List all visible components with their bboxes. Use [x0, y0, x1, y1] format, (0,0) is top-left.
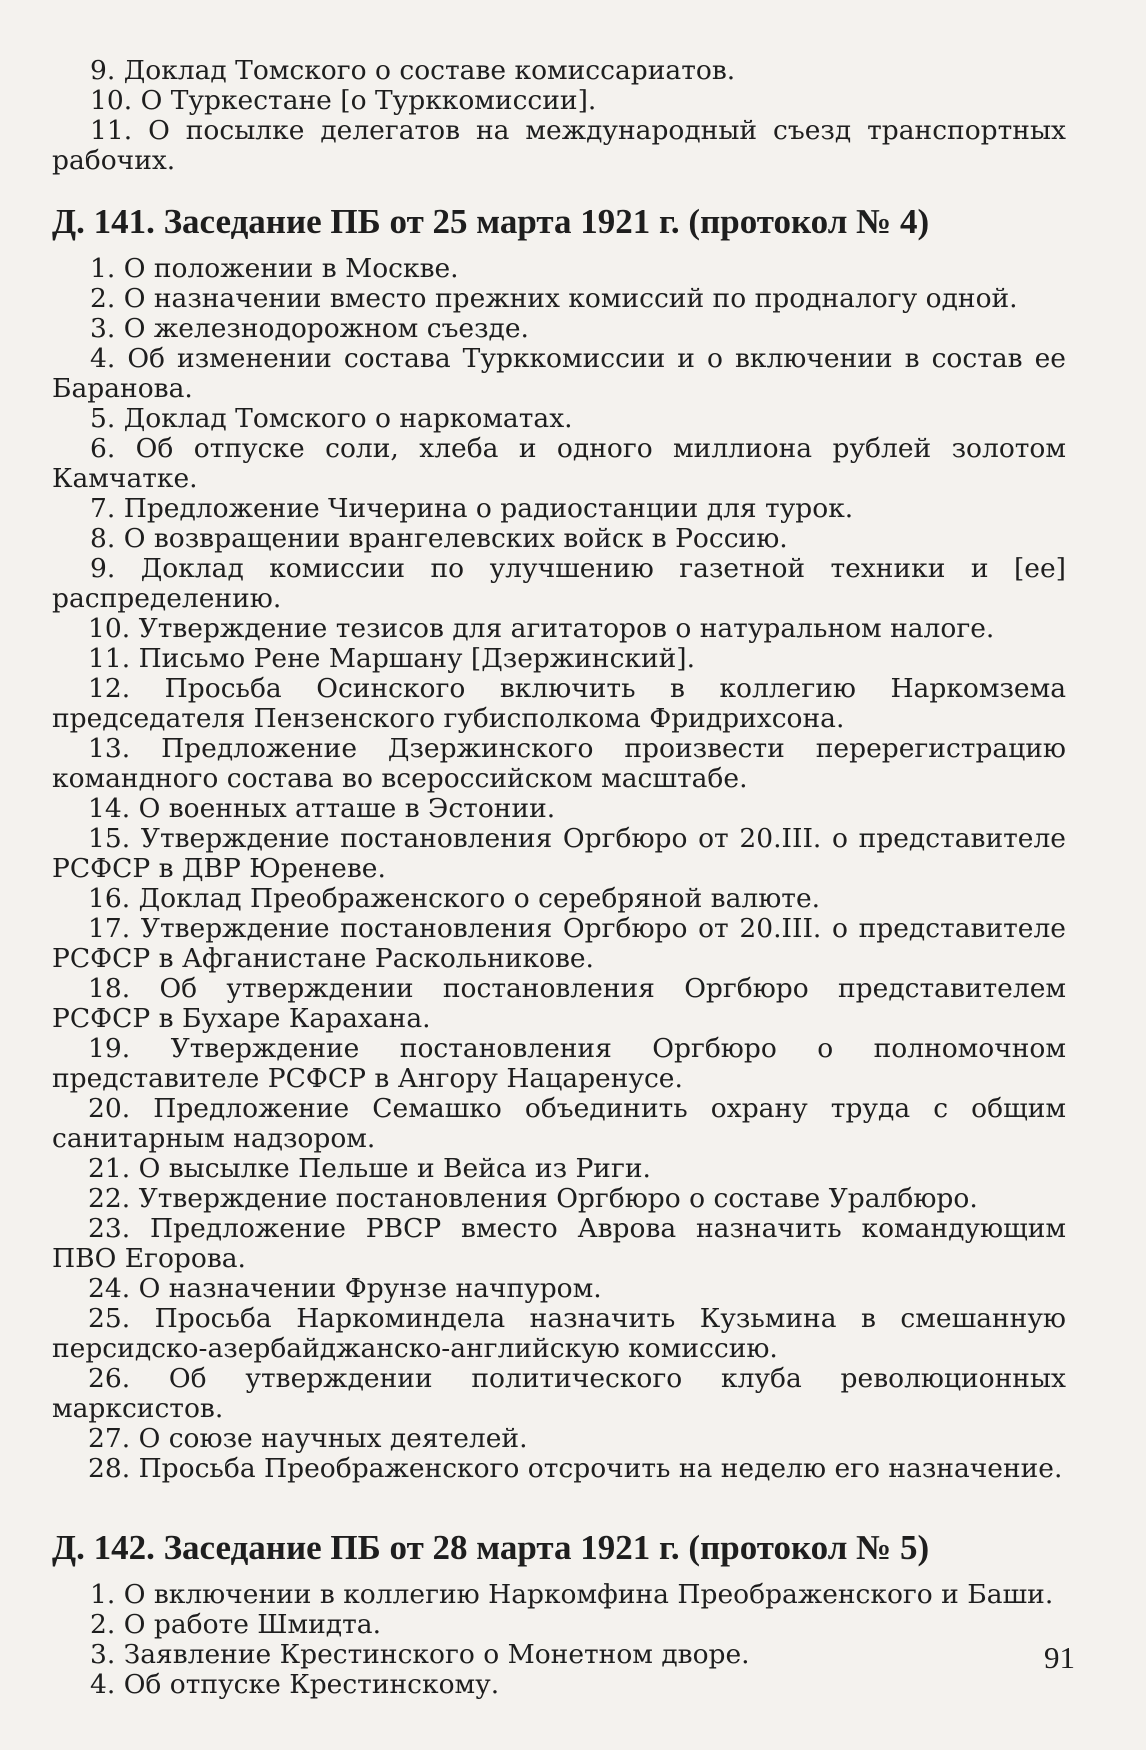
list-item: 26. Об утверждении политического клуба революционных марксистов. — [52, 1363, 1066, 1424]
list-item: 28. Просьба Преображенского отсрочить на неделю его назначение. — [88, 1453, 1063, 1484]
list-item: 2. О назначении вместо прежних комиссий по продналогу одной. — [90, 283, 1018, 314]
list-item: 4. Об отпуске Крестинскому. — [90, 1669, 500, 1700]
list-item: 5. Доклад Томского о наркоматах. — [90, 403, 573, 434]
list-item: 24. О назначении Фрунзе начпуром. — [88, 1273, 602, 1304]
list-item: 11. О посылке делегатов на международный съезд транспортных рабочих. — [52, 115, 1066, 176]
list-item: 20. Предложение Семашко объединить охрану труда с общим санитарным надзором. — [52, 1093, 1066, 1154]
section-142-list — [52, 1580, 1066, 1700]
list-item: 1. О включении в коллегию Наркомфина Преображенского и Баши. — [90, 1579, 1054, 1610]
list-item: 12. Просьба Осинского включить в коллегию Наркомзема председателя Пензенского губисполкома Фридрихсона. — [52, 673, 1066, 734]
list-item: 11. Письмо Рене Маршану [Дзержинский]. — [88, 643, 696, 674]
list-item: 21. О высылке Пельше и Вейса из Риги. — [88, 1153, 651, 1184]
list-item: 14. О военных атташе в Эстонии. — [88, 793, 556, 824]
list-item: 17. Утверждение постановления Оргбюро от 20.III. о представителе РСФСР в Афганистане Раскольникове. — [52, 913, 1066, 974]
list-item: 23. Предложение РВСР вместо Аврова назначить командующим ПВО Егорова. — [52, 1213, 1066, 1274]
list-item: 8. О возвращении врангелевских войск в Россию. — [90, 523, 788, 554]
page-number: 91 — [1044, 1640, 1075, 1675]
list-item: 22. Утверждение постановления Оргбюро о составе Уралбюро. — [88, 1183, 978, 1214]
list-item: 9. Доклад Томского о составе комиссариатов. — [90, 55, 736, 86]
list-item: 13. Предложение Дзержинского произвести перерегистрацию командного состава во всероссийском масштабе. — [52, 733, 1066, 794]
list-item: 25. Просьба Наркоминдела назначить Кузьмина в смешанную персидско-азербайджанско-английскую комиссию. — [52, 1303, 1066, 1364]
list-item: 2. О работе Шмидта. — [90, 1609, 382, 1640]
list-item: 15. Утверждение постановления Оргбюро от 20.III. о представителе РСФСР в ДВР Юреневе. — [52, 823, 1066, 884]
list-item: 1. О положении в Москве. — [90, 253, 459, 284]
intro-list — [52, 56, 1066, 176]
list-item: 9. Доклад комиссии по улучшению газетной техники и [ее] распределению. — [52, 553, 1066, 614]
list-item: 16. Доклад Преображенского о серебряной валюте. — [88, 883, 821, 914]
list-item: 10. Утверждение тезисов для агитаторов о натуральном налоге. — [88, 613, 995, 644]
list-item: 6. Об отпуске соли, хлеба и одного миллиона рублей золотом Камчатке. — [52, 433, 1066, 494]
list-item: 27. О союзе научных деятелей. — [88, 1423, 528, 1454]
list-item: 10. О Туркестане [о Турккомиссии]. — [90, 85, 597, 116]
list-item: 19. Утверждение постановления Оргбюро о полномочном представителе РСФСР в Ангору Нацаренусе. — [52, 1033, 1066, 1094]
list-item: 7. Предложение Чичерина о радиостанции для турок. — [90, 493, 854, 524]
list-item: 18. Об утверждении постановления Оргбюро представителем РСФСР в Бухаре Карахана. — [52, 973, 1066, 1034]
section-heading-142: Д. 142. Заседание ПБ от 28 марта 1921 г. (протокол № 5) — [52, 1528, 930, 1567]
list-item: 4. Об изменении состава Турккомиссии и о включении в состав ее Баранова. — [52, 343, 1066, 404]
section-141-list — [52, 254, 1066, 1484]
section-heading-141: Д. 141. Заседание ПБ от 25 марта 1921 г. (протокол № 4) — [52, 202, 930, 241]
list-item: 3. Заявление Крестинского о Монетном дворе. — [90, 1639, 750, 1670]
list-item: 3. О железнодорожном съезде. — [90, 313, 529, 344]
